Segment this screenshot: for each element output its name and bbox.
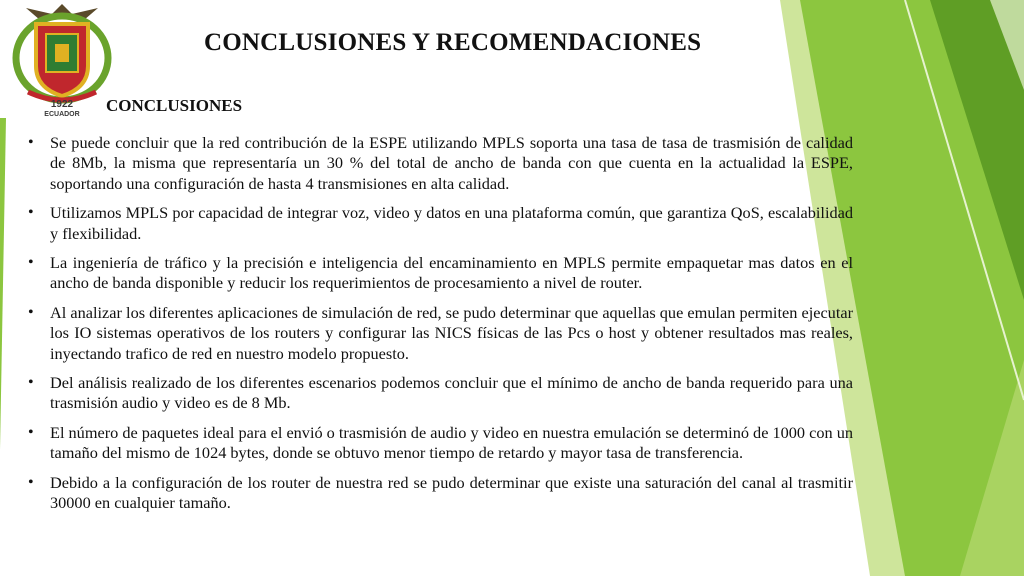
bullet-item: • Utilizamos MPLS por capacidad de integrar voz, video y datos en una plataforma común, que garantiza QoS, escalabilidad y flexibilidad. — [28, 203, 853, 244]
slide-title: CONCLUSIONES Y RECOMENDACIONES — [204, 29, 702, 56]
bullet-item: • Del análisis realizado de los diferentes escenarios podemos concluir que el mínimo de ancho de banda requerido para una trasmisión audio y video es de 8 Mb. — [28, 373, 853, 414]
bullet-item: • Al analizar los diferentes aplicaciones de simulación de red, se pudo determinar que aquellas que emulan permiten ejecutar los IO sistemas operativos de los routers y configurar las NICS físicas de las Pcs o host y obtener resultados mas reales, inyectando trafico de red en nuestro modelo propuesto. — [28, 303, 853, 364]
crest-country-text: ECUADOR — [44, 111, 80, 118]
espe-crest-logo — [6, 0, 118, 118]
bullet-item: • La ingeniería de tráfico y la precisión e inteligencia del encaminamiento en MPLS permite empaquetar mas datos en el ancho de banda disponible y reducir los requerimientos de procesamiento a nivel de router. — [28, 253, 853, 294]
left-green-wedge — [0, 118, 6, 450]
crest-year-text: 1922 — [50, 99, 74, 110]
bullet-item: • Debido a la configuración de los router de nuestra red se pudo determinar que existe una saturación del canal al trasmitir 30000 en cualquier tamaño. — [28, 473, 853, 514]
conclusions-list — [28, 133, 853, 523]
bullet-item: • Se puede concluir que la red contribución de la ESPE utilizando MPLS soporta una tasa de tasa de trasmisión de calidad de 8Mb, la misma que representaría un 30 % del total de ancho de banda con que cuenta en la actualidad la ESPE, soportando una configuración de hasta 4 transmisiones en alta calidad. — [28, 133, 853, 194]
bullet-item: • El número de paquetes ideal para el envió o trasmisión de audio y video en nuestra emulación se determinó de 1000 con un tamaño del mismo de 1024 bytes, donde se obtuvo menor tiempo de retardo y mayor tasa de transferencia. — [28, 423, 853, 464]
castle-icon — [55, 44, 69, 62]
slide-subtitle: CONCLUSIONES — [106, 96, 243, 115]
